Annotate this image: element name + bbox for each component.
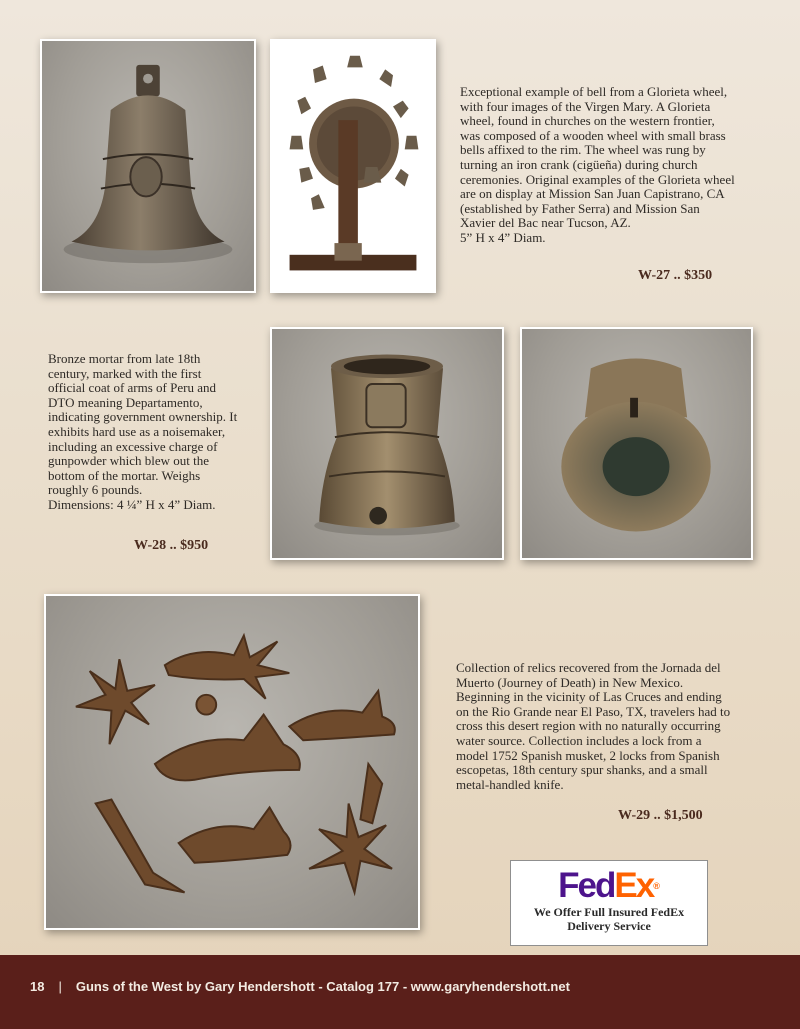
description-line: gunpowder which blew out the — [48, 453, 210, 469]
description-line: turning an iron crank (cigüeña) during church — [460, 156, 698, 172]
glorieta-wheel-image — [272, 41, 434, 291]
description-line: exhibits hard use as a noisemaker, — [48, 423, 226, 439]
mortar-side-photo — [270, 327, 504, 560]
description-line: Dimensions: 4 ¼” H x 4” Diam. — [48, 496, 216, 512]
description-line: Beginning in the vicinity of Las Cruces and ending — [456, 689, 722, 705]
relics-photo — [44, 594, 420, 930]
fedex-logo-fed: Fed — [558, 866, 615, 905]
item-w27-description — [460, 85, 780, 246]
bell-photo — [40, 39, 256, 293]
description-line: roughly 6 pounds. — [48, 482, 143, 498]
fedex-logo-ex: Ex — [614, 866, 654, 905]
description-line: Xavier del Bac near Tucson, AZ. — [460, 215, 631, 231]
fedex-registered-mark: ® — [653, 881, 660, 891]
description-line: century, marked with the first — [48, 365, 202, 381]
description-line: Exceptional example of bell from a Glorieta wheel, — [460, 84, 728, 99]
description-line: ceremonies. Original examples of the Glorieta wheel — [460, 171, 735, 187]
description-line: Muerto (Journey of Death) in New Mexico. — [456, 674, 684, 690]
description-line: with four images of the Virgen Mary. A Glorieta — [460, 98, 711, 114]
fedex-logo — [511, 867, 707, 905]
description-line: 5” H x 4” Diam. — [460, 229, 546, 245]
mortar-bottom-photo — [520, 327, 753, 560]
description-line: (established by Father Serra) and Mission San — [460, 200, 700, 216]
description-line: cross this desert region with no naturally occurring — [456, 718, 721, 734]
footer-line — [30, 979, 570, 994]
fedex-message-line-1: We Offer Full Insured FedEx — [533, 905, 685, 919]
description-line: Bronze mortar from late 18th — [48, 351, 201, 366]
description-line: escopetas, 18th century spur shanks, and a small — [456, 762, 708, 778]
description-line: on the Rio Grande near El Paso, TX, travelers had to — [456, 703, 731, 719]
item-w28-description — [48, 352, 263, 513]
description-line: water source. Collection includes a lock from a — [456, 732, 702, 748]
relics-image — [46, 596, 418, 928]
description-line: wheel, found in churches on the western frontier, — [460, 113, 715, 129]
item-w27-price: W-27 .. $350 — [638, 268, 713, 283]
glorieta-wheel-photo — [270, 39, 436, 293]
description-line: DTO meaning Departamento, — [48, 394, 203, 410]
description-line: including an excessive charge of — [48, 438, 218, 454]
description-line: model 1752 Spanish musket, 2 locks from Spanish — [456, 747, 720, 763]
mortar-side-image — [272, 329, 502, 558]
page-number: 18 — [30, 979, 45, 994]
footer-separator: | — [58, 979, 62, 994]
footer-text: Guns of the West by Gary Hendershott - Catalog 177 - www.garyhendershott.net — [75, 979, 570, 994]
description-line: indicating government ownership. It — [48, 409, 238, 425]
fedex-shipping-badge — [510, 860, 708, 946]
description-line: was composed of a wooden wheel with small brass — [460, 127, 726, 143]
item-w29-description — [456, 661, 786, 792]
item-w28-price: W-28 .. $950 — [134, 538, 209, 553]
description-line: official coat of arms of Peru and — [48, 380, 216, 396]
description-line: bottom of the mortar. Weighs — [48, 467, 201, 483]
bell-image — [42, 41, 254, 291]
page-footer — [0, 955, 800, 1029]
fedex-message-line-2: Delivery Service — [567, 919, 651, 933]
description-line: metal-handled knife. — [456, 776, 564, 792]
description-line: bells affixed to the rim. The wheel was rung by — [460, 142, 706, 158]
description-line: Collection of relics recovered from the Jornada del — [456, 660, 721, 675]
description-line: are on display at Mission San Juan Capistrano, CA — [460, 186, 725, 202]
mortar-bottom-image — [522, 329, 751, 558]
item-w29-price: W-29 .. $1,500 — [618, 808, 703, 823]
